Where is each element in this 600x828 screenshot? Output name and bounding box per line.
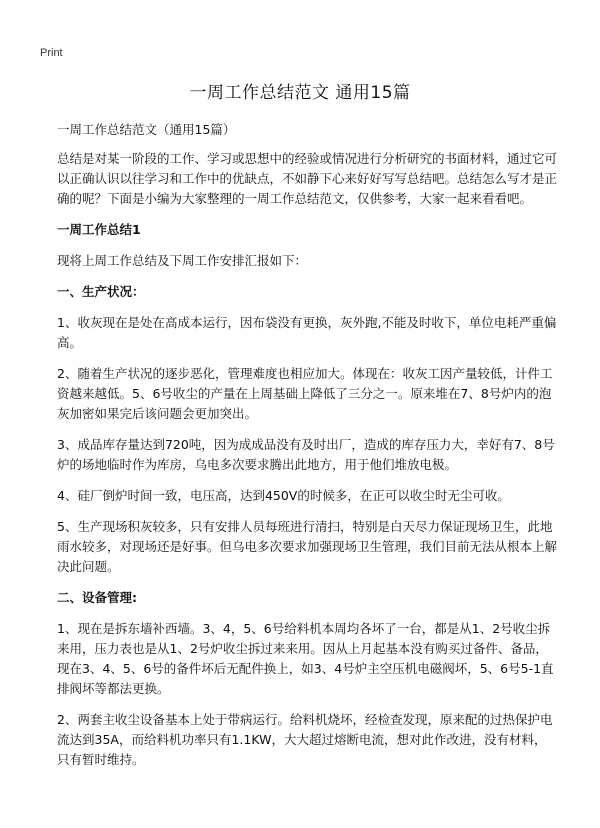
production-item: 1、收灰现在是处在高成本运行，因布袋没有更换，灰外跑,不能及时收下，单位电耗严重偏高。 bbox=[57, 315, 557, 350]
production-item: 3、成品库存量达到720吨，因为成成品没有及时出厂，造成的库存压力大，幸好有7、8号炉的场地临时作为库房，乌电多次要求腾出此地方，用于他们堆放电极。 bbox=[57, 437, 555, 472]
document-subtitle: 一周工作总结范文（通用15篇） bbox=[57, 122, 236, 137]
section-heading: 一周工作总结1 bbox=[57, 222, 141, 237]
document-title: 一周工作总结范文 通用15篇 bbox=[189, 83, 411, 103]
part-heading-equipment: 二、设备管理: bbox=[57, 590, 137, 605]
production-item: 2、随着生产状况的逐步恶化，管理难度也相应加大。体现在：收灰工因产量较低，计件工资越来越低。5、6号收尘的产量在上周基础上降低了三分之一。原来堆在7、8号炉内的泡灰加密如果完后该问题会更加突出。 bbox=[57, 366, 553, 421]
production-item: 5、生产现场积灰较多，只有安排人员每班进行清扫，特别是白天尽力保证现场卫生，此地雨水较多，对现场还是好事。但乌电多次要求加强现场卫生管理，我们目前无法从根本上解决此问题。 bbox=[57, 519, 558, 574]
print-label[interactable]: Print bbox=[40, 47, 63, 59]
part-heading-production: 一、生产状况： bbox=[57, 284, 145, 299]
intro-paragraph: 总结是对某一阶段的工作、学习或思想中的经验或情况进行分析研究的书面材料，通过它可以正确认识以往学习和工作中的优缺点，不如静下心来好好写写总结吧。总结怎么写才是正确的呢？下面是小编为大家整理的一周工作总结范文，仅供参考，大家一起来看看吧。 bbox=[57, 151, 558, 206]
equipment-item: 1、现在是拆东墙补西墙。3、4，5、6号给料机本周均各坏了一台，都是从1、2号收尘拆来用，压力表也是从1、2号炉收尘拆过来来用。因从上月起基本没有购买过备件、备品，现在3、4、5、6号的备件坏后无配件换上，如3、4号炉主空压机电磁阀坏，5、6号5-1直排阀坏等都法更换。 bbox=[57, 621, 554, 696]
production-item: 4、硅厂倒炉时间一致，电压高，达到450V的时候多，在正可以收尘时无尘可收。 bbox=[57, 488, 510, 503]
equipment-item: 2、两套主收尘设备基本上处于带病运行。给料机烧坏，经检查发现，原来配的过热保护电流达到35A，而给料机功率只有1.1KW，大大超过熔断电流，想对此作改进，没有材料，只有暂时维持。 bbox=[57, 712, 553, 767]
section-lead: 现将上周工作总结及下周工作安排汇报如下： bbox=[57, 253, 308, 268]
document-body bbox=[57, 120, 557, 781]
